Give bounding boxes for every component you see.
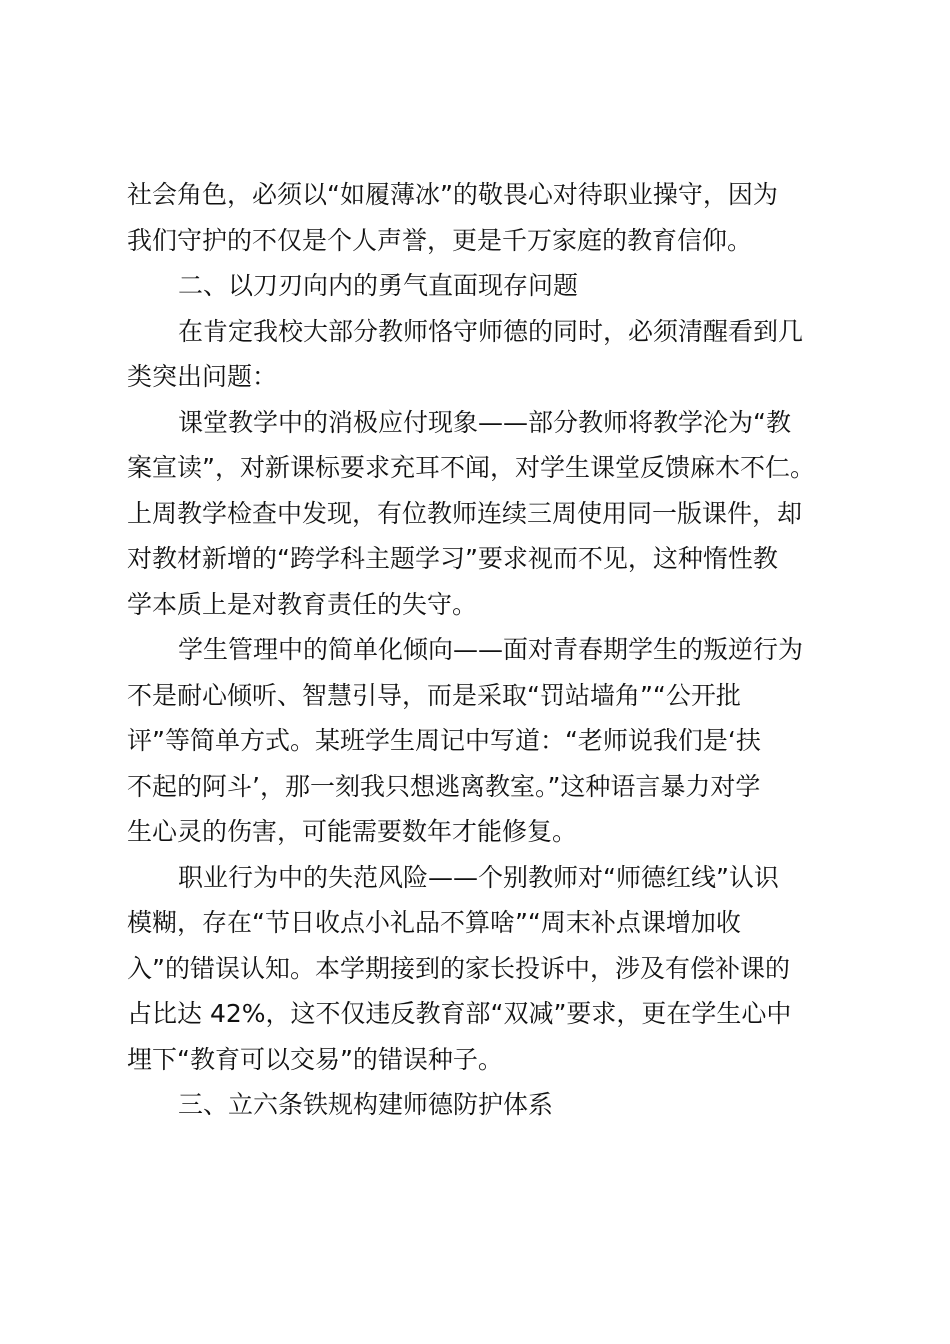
paragraph-line: 占比达 42%，这不仅违反教育部“双减”要求，更在学生心中 xyxy=(127,999,792,1028)
paragraph-line: 埋下“教育可以交易”的错误种子。 xyxy=(127,1044,503,1074)
paragraph-line: 课堂教学中的消极应付现象——部分教师将教学沦为“教 xyxy=(178,407,791,437)
paragraph-line: 模糊，存在“节日收点小礼品不算啥”“周末补点课增加收 xyxy=(127,908,741,937)
paragraph-line: 职业行为中的失范风险——个别教师对“师德红线”认识 xyxy=(178,862,779,892)
paragraph-line: 上周教学检查中发现，有位教师连续三周使用同一版课件，却 xyxy=(127,498,803,528)
paragraph-line: 不起的阿斗’，那一刻我只想逃离教室。”这种语言暴力对学 xyxy=(127,771,761,801)
paragraph-line: 在肯定我校大部分教师恪守师德的同时，必须清醒看到几 xyxy=(178,316,804,346)
paragraph-line: 类突出问题： xyxy=(127,362,278,391)
paragraph-line: 不是耐心倾听、智慧引导，而是采取“罚站墙角”“公开批 xyxy=(127,680,741,710)
document-body xyxy=(127,172,835,1128)
section-heading-2: 二、以刀刃向内的勇气直面现存问题 xyxy=(178,271,579,300)
paragraph-line: 我们守护的不仅是个人声誉，更是千万家庭的教育信仰。 xyxy=(127,225,753,255)
paragraph-line: 入”的错误认知。本学期接到的家长投诉中，涉及有偿补课的 xyxy=(127,953,790,983)
paragraph-line: 社会角色，必须以“如履薄冰”的敬畏心对待职业操守，因为 xyxy=(127,180,778,209)
paragraph-line: 学生管理中的简单化倾向——面对青春期学生的叛逆行为 xyxy=(178,635,804,664)
paragraph-line: 生心灵的伤害，可能需要数年才能修复。 xyxy=(127,817,578,846)
paragraph-line: 学本质上是对教育责任的失守。 xyxy=(127,589,478,619)
section-heading-3: 三、立六条铁规构建师德防护体系 xyxy=(178,1090,554,1119)
paragraph-line: 评”等简单方式。某班学生周记中写道：“老师说我们是‘扶 xyxy=(127,726,761,755)
paragraph-line: 案宣读”，对新课标要求充耳不闻，对学生课堂反馈麻木不仁。 xyxy=(127,453,815,482)
paragraph-line: 对教材新增的“跨学科主题学习”要求视而不见，这种惰性教 xyxy=(127,544,778,573)
